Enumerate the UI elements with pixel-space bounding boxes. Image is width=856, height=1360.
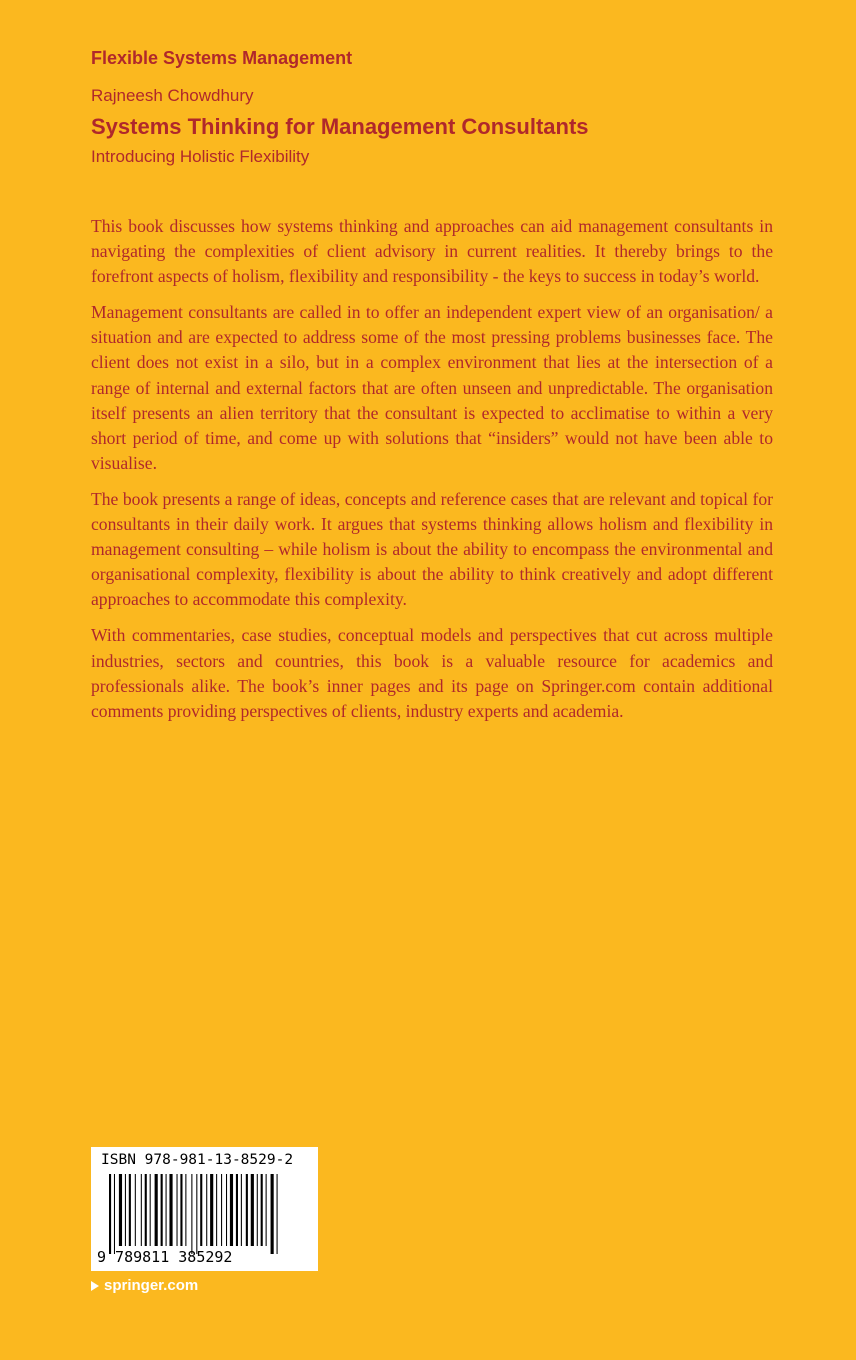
barcode-bar bbox=[221, 1174, 222, 1246]
barcode-bar bbox=[241, 1174, 242, 1246]
barcode-bar bbox=[114, 1174, 115, 1254]
author-name: Rajneesh Chowdhury bbox=[91, 86, 254, 105]
barcode-bar bbox=[200, 1174, 202, 1246]
blurb-paragraph: The book presents a range of ideas, concepts and reference cases that are relevant and topical for consultants in their daily work. It argues that systems thinking allows holism and flexibility in management consulting – while holism is about the ability to encompass the environmental and organisational complexity, flexibility is about the ability to think creatively and adopt different approaches to accommodate this complexity. bbox=[91, 488, 773, 610]
barcode-bar bbox=[277, 1174, 278, 1254]
barcode-bar bbox=[135, 1174, 136, 1246]
barcode-bar bbox=[266, 1174, 267, 1246]
barcode-digits: 9 789811 385292 bbox=[97, 1248, 233, 1266]
barcode-bar bbox=[141, 1174, 142, 1246]
barcode-box bbox=[91, 1147, 318, 1271]
barcode-bar bbox=[155, 1174, 158, 1246]
barcode-bar bbox=[161, 1174, 163, 1246]
series-name: Flexible Systems Management bbox=[91, 48, 353, 68]
barcode-icon bbox=[109, 1174, 309, 1254]
barcode-bar bbox=[150, 1174, 151, 1246]
barcode-bar bbox=[177, 1174, 178, 1246]
barcode-bar bbox=[271, 1174, 274, 1254]
barcode-bar bbox=[185, 1174, 186, 1246]
barcode-bar bbox=[109, 1174, 111, 1254]
barcode-bar bbox=[196, 1174, 197, 1254]
isbn-label: ISBN 978-981-13-8529-2 bbox=[101, 1152, 294, 1168]
book-title: Systems Thinking for Management Consultants bbox=[91, 114, 589, 139]
barcode-bar bbox=[261, 1174, 263, 1246]
barcode-bar bbox=[180, 1174, 182, 1246]
blurb-paragraph: Management consultants are called in to offer an independent expert view of an organisation/ a situation and are expected to address some of the most pressing problems businesses face. The client does not exist in a silo, but in a complex environment that lies at the intersection of a range of internal and external factors that are often unseen and unpredictable. The organisation itself presents an alien territory that the consultant is expected to acclimatise to within a very short period of time, and come up with solutions that “insiders” would not have been able to visualise. bbox=[91, 302, 773, 473]
barcode-bar bbox=[129, 1174, 131, 1246]
barcode-bar bbox=[169, 1174, 172, 1246]
barcode-bar bbox=[246, 1174, 248, 1246]
blurb-paragraph: This book discusses how systems thinking and approaches can aid management consultants in navigating the complexities of client advisory in current realities. It thereby brings to the forefront aspects of holism, flexibility and responsibility - the keys to success in today’s world. bbox=[91, 216, 773, 287]
barcode-bar bbox=[206, 1174, 207, 1246]
barcode-bar bbox=[251, 1174, 254, 1246]
barcode-bar bbox=[216, 1174, 217, 1246]
barcode-bar bbox=[166, 1174, 167, 1246]
barcode-bar bbox=[226, 1174, 227, 1246]
blurb-text bbox=[91, 214, 773, 735]
publisher-url: springer.com bbox=[104, 1277, 199, 1294]
book-subtitle: Introducing Holistic Flexibility bbox=[91, 147, 310, 166]
barcode-bar bbox=[125, 1174, 126, 1246]
publisher-link[interactable] bbox=[91, 1276, 198, 1296]
barcode-bar bbox=[145, 1174, 147, 1246]
barcode-bar bbox=[191, 1174, 192, 1254]
barcode-bar bbox=[236, 1174, 238, 1246]
barcode-bar bbox=[230, 1174, 233, 1246]
barcode-bar bbox=[210, 1174, 213, 1246]
barcode-bar bbox=[257, 1174, 258, 1246]
blurb-paragraph: With commentaries, case studies, conceptual models and perspectives that cut across multiple industries, sectors and countries, this book is a valuable resource for academics and professionals alike. The book’s inner pages and its page on Springer.com contain additional comments providing perspectives of clients, industry experts and academia. bbox=[91, 625, 773, 721]
barcode-bar bbox=[119, 1174, 122, 1246]
triangle-arrow-icon bbox=[91, 1281, 99, 1291]
